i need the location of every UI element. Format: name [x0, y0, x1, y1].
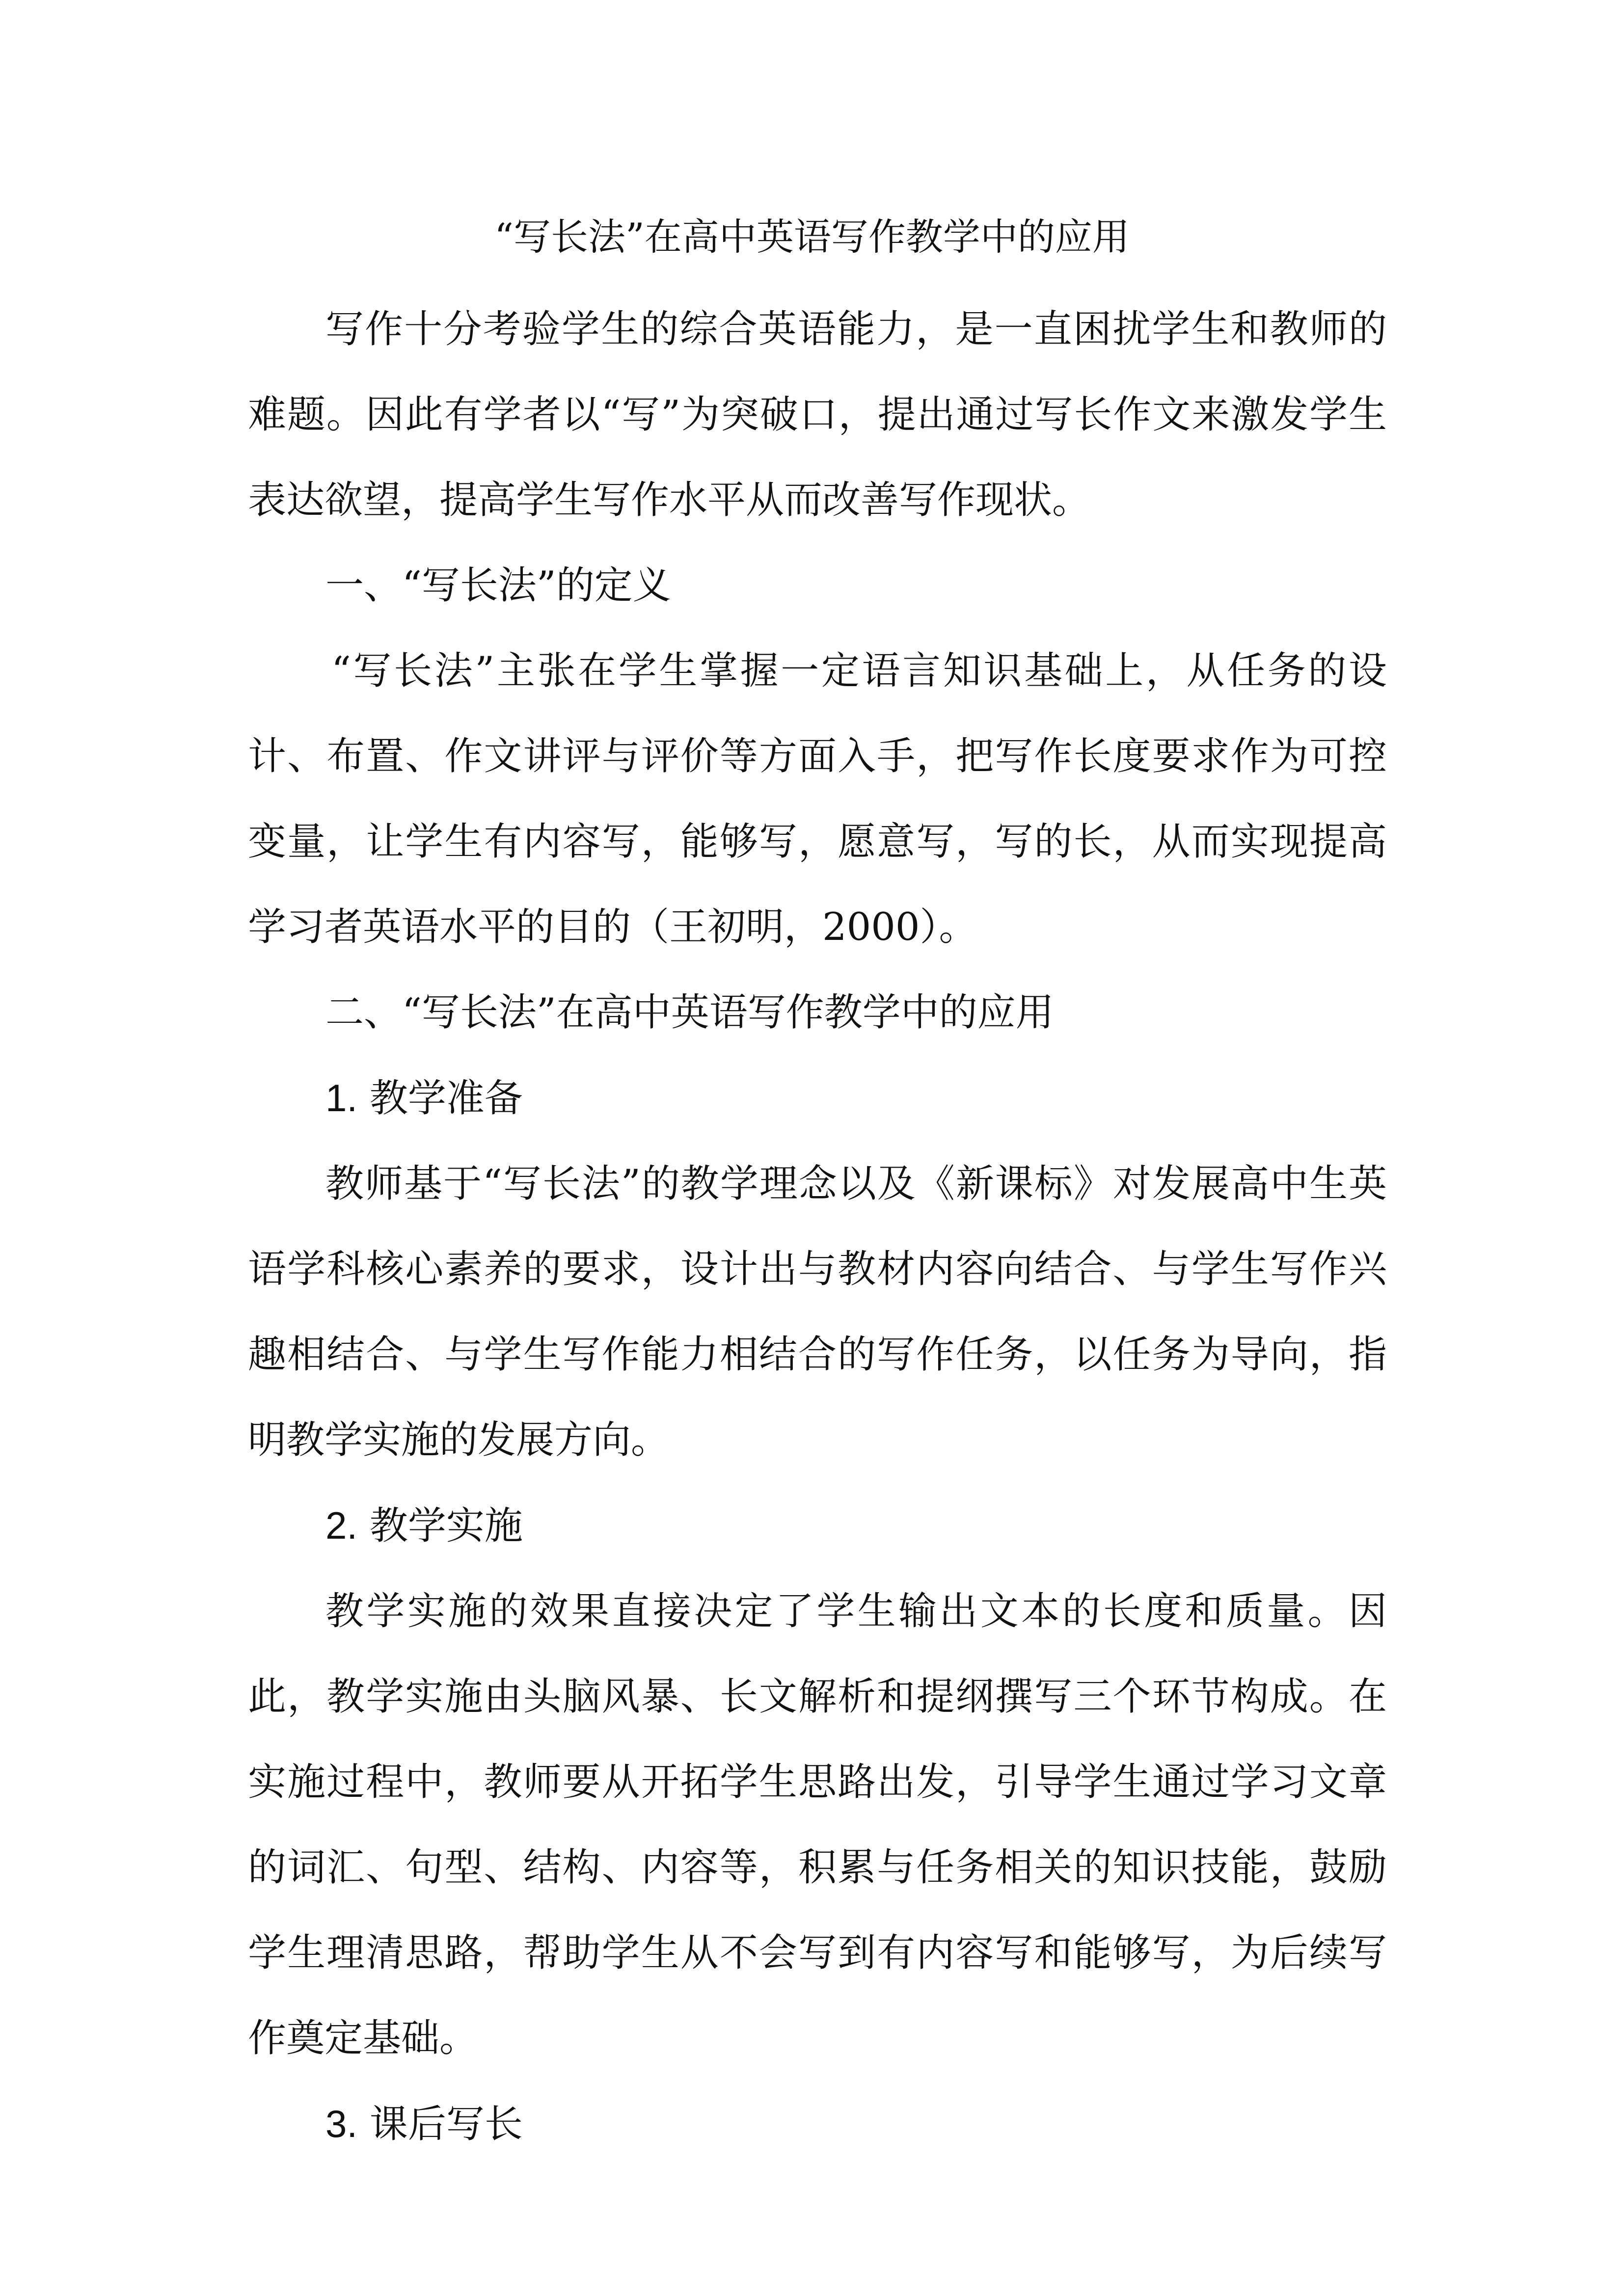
section-1-paragraph: “写长法”主张在学生掌握一定语言知识基础上，从任务的设计、布置、作文讲评与评价等方面入手，把写作长度要求作为可控变量，让学生有内容写，能够写，愿意写，写的长，从而实现提高学习者英语水平的目的（王初明，2000）。 [248, 649, 1387, 949]
subsection-3-title: 课后写长 [369, 2102, 523, 2146]
subsection-2-title: 教学实施 [369, 1504, 523, 1548]
subsection-2-number: 2. [325, 1504, 358, 1547]
subsection-3-heading [248, 2081, 1387, 2167]
document-title: “写长法”在高中英语写作教学中的应用 [494, 215, 1130, 259]
section-1-heading: 一、“写长法”的定义 [325, 563, 671, 608]
subsection-1-heading [248, 1055, 1387, 1141]
document-body [248, 287, 1387, 2167]
intro-paragraph: 写作十分考验学生的综合英语能力，是一直困扰学生和教师的难题。因此有学者以“写”为突破口，提出通过写长作文来激发学生表达欲望，提高学生写作水平从而改善写作现状。 [248, 307, 1387, 522]
section-2-heading: 二、“写长法”在高中英语写作教学中的应用 [325, 990, 1054, 1035]
subsection-2-paragraph: 教学实施的效果直接决定了学生输出文本的长度和质量。因此，教学实施由头脑风暴、长文解析和提纲撰写三个环节构成。在实施过程中，教师要从开拓学生思路出发，引导学生通过学习文章的词汇、句型、结构、内容等，积累与任务相关的知识技能，鼓励学生理清思路，帮助学生从不会写到有内容写和能够写，为后续写作奠定基础。 [248, 1589, 1387, 2060]
subsection-2-heading [248, 1483, 1387, 1569]
subsection-1-title: 教学准备 [369, 1076, 523, 1121]
subsection-1-paragraph: 教师基于“写长法”的教学理念以及《新课标》对发展高中生英语学科核心素养的要求，设计出与教材内容向结合、与学生写作兴趣相结合、与学生写作能力相结合的写作任务，以任务为导向，指明教学实施的发展方向。 [248, 1162, 1387, 1462]
subsection-1-number: 1. [325, 1076, 358, 1120]
subsection-3-number: 3. [325, 2102, 358, 2145]
